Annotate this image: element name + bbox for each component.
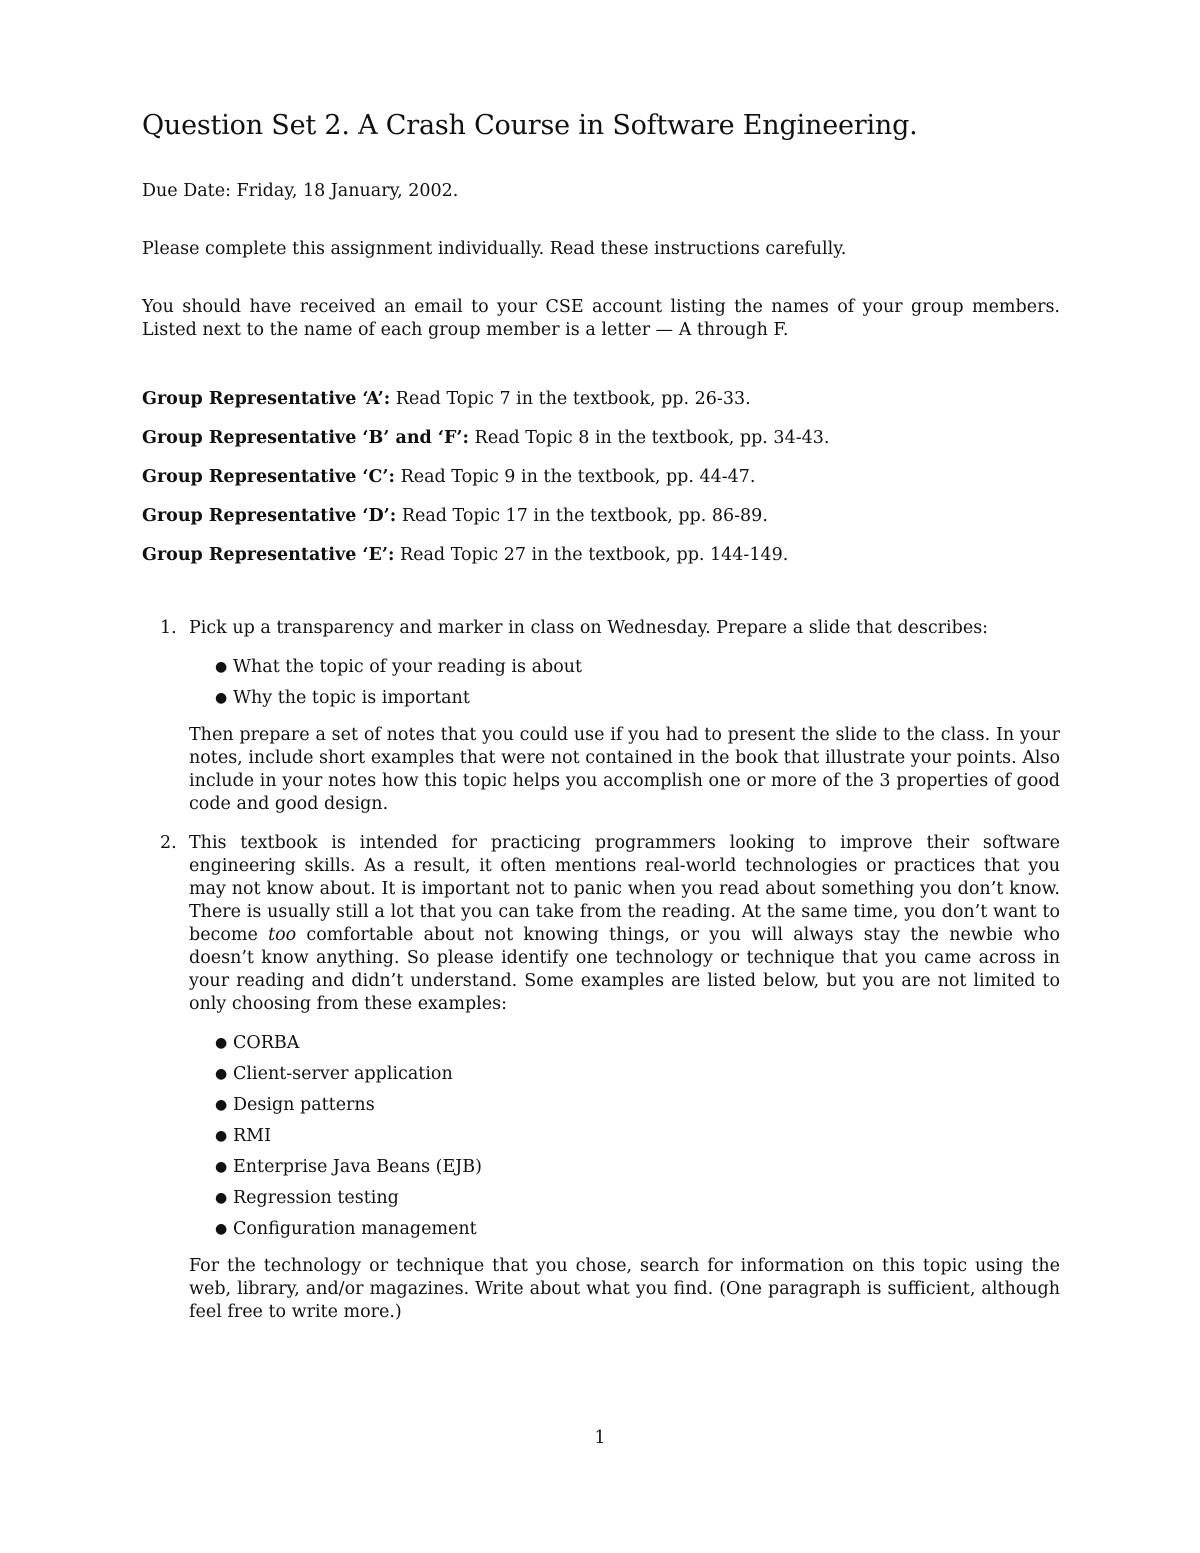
list-item bbox=[189, 1218, 1060, 1241]
list-item bbox=[189, 1032, 1060, 1055]
list-item-text: CORBA bbox=[233, 1033, 300, 1053]
bullet-icon: ● bbox=[215, 1035, 228, 1051]
page-number: 1 bbox=[594, 1428, 606, 1448]
list-item-text: RMI bbox=[233, 1126, 272, 1146]
instructions: Please complete this assignment individually. Read these instructions carefully. bbox=[142, 239, 847, 259]
page-title: Question Set 2. A Crash Course in Software Engineering. bbox=[142, 110, 918, 141]
representative-text: Read Topic 7 in the textbook, pp. 26-33. bbox=[390, 389, 751, 409]
list-item bbox=[189, 1094, 1060, 1117]
representative-label: Group Representative ‘B’ and ‘F’: bbox=[142, 428, 469, 448]
document-body bbox=[142, 108, 1060, 1340]
representative-b-f bbox=[142, 427, 1060, 450]
list-item-text: Client-server application bbox=[233, 1064, 453, 1084]
list-item bbox=[189, 1125, 1060, 1148]
list-item-text: Configuration management bbox=[233, 1219, 477, 1239]
task-followup: For the technology or technique that you chose, search for information on this topic using the web, library, and/or magazines. Write about what you find. (One paragraph is sufficient, although feel free to write more.) bbox=[189, 1256, 1060, 1322]
representative-text: Read Topic 17 in the textbook, pp. 86-89. bbox=[396, 506, 768, 526]
task-number: 1. bbox=[160, 618, 177, 638]
representative-label: Group Representative ‘E’: bbox=[142, 545, 395, 565]
representative-label: Group Representative ‘C’: bbox=[142, 467, 395, 487]
representative-text: Read Topic 27 in the textbook, pp. 144-149. bbox=[394, 545, 789, 565]
representative-c bbox=[142, 466, 1060, 489]
list-item bbox=[189, 1187, 1060, 1210]
representative-label: Group Representative ‘A’: bbox=[142, 389, 391, 409]
representative-e bbox=[142, 544, 1060, 567]
representative-text: Read Topic 8 in the textbook, pp. 34-43. bbox=[468, 428, 830, 448]
bullet-icon: ● bbox=[215, 1066, 228, 1082]
task-followup: Then prepare a set of notes that you could use if you had to present the slide to the class. In your notes, include short examples that were not contained in the book that illustrate your points. Also include in your notes how this topic helps you accomplish one or more of the 3 properties of good code and good design. bbox=[189, 725, 1060, 814]
task-bullets bbox=[189, 656, 1060, 710]
list-item-text: Regression testing bbox=[233, 1188, 399, 1208]
task-item-2 bbox=[142, 832, 1060, 1324]
task-intro-after: comfortable about not knowing things, or you will always stay the newbie who doesn’t know anything. So please identify one technology or technique that you came across in your reading and didn’t understand. Some examples are listed below, but you are not limited to only choosing from these examples: bbox=[189, 925, 1060, 1014]
bullet-icon: ● bbox=[215, 1190, 228, 1206]
bullet-icon: ● bbox=[215, 690, 228, 706]
representative-a bbox=[142, 388, 1060, 411]
list-item bbox=[189, 1063, 1060, 1086]
bullet-icon: ● bbox=[215, 1128, 228, 1144]
list-item bbox=[189, 656, 1060, 679]
due-date: Due Date: Friday, 18 January, 2002. bbox=[142, 181, 459, 201]
list-item-text: Enterprise Java Beans (EJB) bbox=[233, 1157, 482, 1177]
task-intro-emphasis: too bbox=[268, 925, 297, 945]
task-intro: Pick up a transparency and marker in class on Wednesday. Prepare a slide that describes: bbox=[189, 618, 989, 638]
bullet-icon: ● bbox=[215, 1159, 228, 1175]
task-list bbox=[142, 617, 1060, 1324]
task-number: 2. bbox=[160, 833, 177, 853]
task-intro-before: This textbook is intended for practicing programmers looking to improve their software engineering skills. As a result, it often mentions real-world technologies or practices that you may not know about. It is important not to panic when you read about something you don’t know. There is usually still a lot that you can take from the reading. At the same time, you don’t want to become bbox=[189, 833, 1060, 945]
bullet-icon: ● bbox=[215, 1097, 228, 1113]
bullet-icon: ● bbox=[215, 659, 228, 675]
task-bullets bbox=[189, 1032, 1060, 1241]
list-item bbox=[189, 1156, 1060, 1179]
representative-text: Read Topic 9 in the textbook, pp. 44-47. bbox=[395, 467, 756, 487]
representative-d bbox=[142, 505, 1060, 528]
list-item-text: What the topic of your reading is about bbox=[233, 657, 583, 677]
representatives-list bbox=[142, 388, 1060, 567]
list-item-text: Why the topic is important bbox=[233, 688, 470, 708]
email-note: You should have received an email to your CSE account listing the names of your group members. Listed next to the name of each group member is a letter — A through F. bbox=[142, 297, 1060, 340]
representative-label: Group Representative ‘D’: bbox=[142, 506, 397, 526]
task-item-1 bbox=[142, 617, 1060, 816]
list-item-text: Design patterns bbox=[233, 1095, 375, 1115]
list-item bbox=[189, 687, 1060, 710]
bullet-icon: ● bbox=[215, 1221, 228, 1237]
task-intro bbox=[189, 832, 1060, 1016]
